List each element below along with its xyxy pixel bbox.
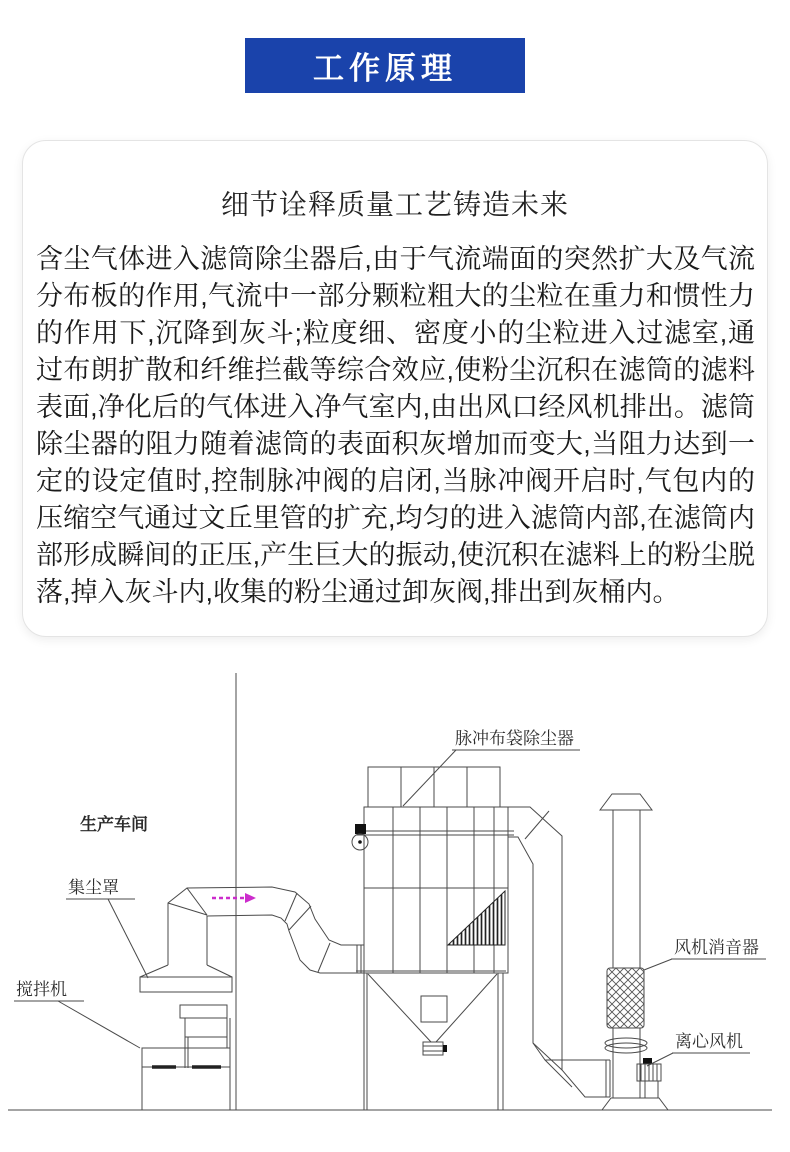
rain-cap — [600, 794, 652, 810]
card-body-text: 含尘气体进入滤筒除尘器后,由于气流端面的突然扩大及气流分布板的作用,气流中一部分颗粒粗大的尘粒在重力和惯性力的作用下,沉降到灰斗;粒度细、密度小的尘粒进入过滤室,通过布朗扩散和纤维拦截等综合效应,使粉尘沉积在滤筒的滤料表面,净化后的气体进入净气室内,由出风口经风机排出。滤筒除尘器的阻力随着滤筒的表面积灰增加而变大,当阻力达到一定的设定值时,控制脉冲阀的启闭,当脉冲阀开启时,气包内的压缩空气通过文丘里管的扩充,均匀的进入滤筒内部,在滤筒内部形成瞬间的正压,产生巨大的振动,使沉积在滤料上的粉尘脱落,掉入灰斗内,收集的粉尘通过卸灰阀,排出到灰桶内。 — [36, 244, 755, 607]
filter-chamber — [364, 807, 508, 973]
principle-card — [22, 140, 768, 637]
label-centrifugal-fan: 离心风机 — [675, 1032, 743, 1051]
section-title: 工作原理 — [313, 51, 457, 86]
schematic-svg — [0, 640, 790, 1147]
discharge-valve — [423, 1042, 447, 1055]
diagram-labels — [14, 729, 766, 1066]
label-mixer: 搅拌机 — [16, 980, 67, 999]
outlet-duct — [500, 807, 610, 1097]
dust-hood-and-inlet-duct — [140, 887, 364, 992]
airflow-arrow — [212, 893, 256, 903]
mixer-machine — [142, 1005, 230, 1110]
centrifugal-fan-motor — [637, 1058, 661, 1098]
mixer-tank — [142, 1048, 230, 1110]
hopper-access-door — [421, 996, 447, 1022]
dust-cake-hatch — [448, 891, 505, 945]
hopper-slope-right — [436, 974, 497, 1042]
card-title: 细节诠释质量工艺铸造未来 — [220, 189, 569, 220]
label-fan-silencer: 风机消音器 — [674, 938, 759, 957]
section-header-banner — [245, 38, 525, 93]
system-schematic — [0, 640, 790, 1147]
label-dust-hood: 集尘罩 — [68, 878, 119, 897]
hood-rim — [140, 977, 232, 992]
fan-silencer-section — [607, 968, 644, 1028]
stack-base — [602, 1098, 668, 1110]
hopper-slope-left — [368, 974, 431, 1042]
label-workshop: 生产车间 — [80, 815, 148, 834]
pulse-valve-block — [355, 824, 366, 834]
label-pulse-bag-collector: 脉冲布袋除尘器 — [455, 729, 574, 748]
pulse-bag-dust-collector — [352, 767, 514, 1110]
